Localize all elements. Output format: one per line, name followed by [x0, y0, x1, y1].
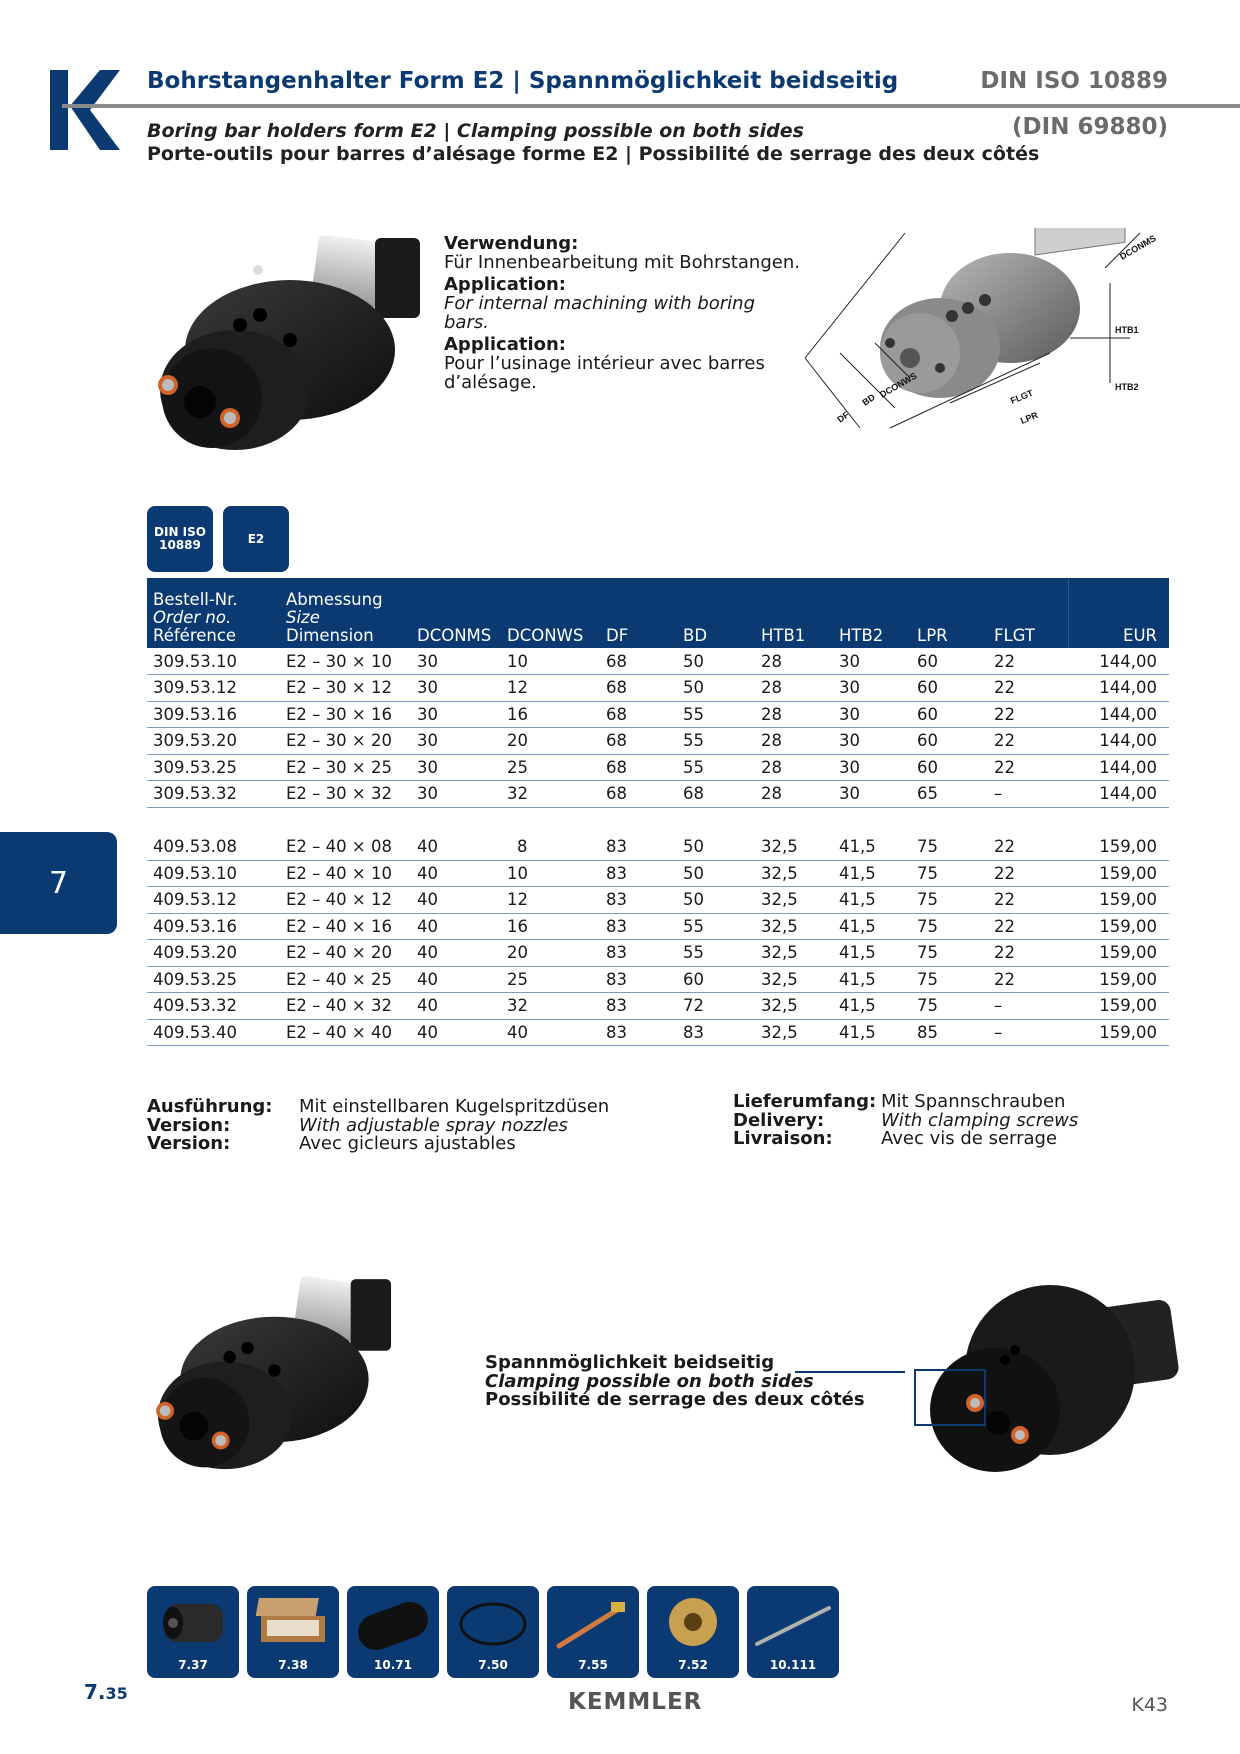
table-row [147, 834, 1169, 861]
cell-dconws: 12 [501, 887, 600, 914]
cell-htb1: 32,5 [755, 860, 833, 887]
delivery-text-en: With clamping screws [881, 1109, 1079, 1131]
accessory-label: 7.55 [578, 1658, 608, 1672]
cell-order-no: 409.53.10 [147, 860, 280, 887]
cell-dconws: 25 [501, 966, 600, 993]
cell-dconms: 30 [411, 648, 501, 675]
cell-dconws: 25 [501, 754, 600, 781]
cell-dconms: 30 [411, 754, 501, 781]
cell-eur: 144,00 [1068, 675, 1169, 702]
cell-df: 83 [600, 834, 677, 861]
cell-bd: 50 [677, 860, 755, 887]
cell-eur: 144,00 [1068, 781, 1169, 808]
cell-htb2: 41,5 [833, 860, 911, 887]
cell-htb2: 41,5 [833, 887, 911, 914]
cell-eur: 144,00 [1068, 648, 1169, 675]
badge-form-label: E2 [247, 531, 265, 546]
cell-dconms: 40 [411, 1019, 501, 1046]
table-row [147, 728, 1169, 755]
cell-dconws: 20 [501, 940, 600, 967]
cell-flgt: 22 [988, 860, 1068, 887]
cell-flgt: 22 [988, 834, 1068, 861]
chapter-tab: 7 [0, 832, 117, 934]
cell-bd: 68 [677, 781, 755, 808]
header-flgt: FLGT [988, 578, 1068, 648]
accessory-7-50[interactable] [447, 1586, 539, 1678]
cell-bd: 55 [677, 728, 755, 755]
cell-order-no: 309.53.16 [147, 701, 280, 728]
cell-dconms: 30 [411, 781, 501, 808]
cell-dconms: 40 [411, 860, 501, 887]
din-standard: DIN ISO 10889 [980, 68, 1168, 94]
drawing-label-dconws: DCONWS [878, 370, 919, 400]
cell-bd: 55 [677, 940, 755, 967]
cell-bd: 60 [677, 966, 755, 993]
technical-drawing [800, 228, 1180, 458]
cell-df: 68 [600, 754, 677, 781]
cell-htb2: 30 [833, 701, 911, 728]
cell-dconms: 30 [411, 701, 501, 728]
table-row [147, 675, 1169, 702]
cell-bd: 55 [677, 701, 755, 728]
accessory-label: 7.37 [178, 1658, 208, 1672]
cell-eur: 159,00 [1068, 913, 1169, 940]
cell-dconms: 40 [411, 913, 501, 940]
accessory-label: 7.38 [278, 1658, 308, 1672]
cell-flgt: 22 [988, 913, 1068, 940]
header-order-fr: Référence [153, 626, 237, 645]
cell-flgt: – [988, 781, 1068, 808]
cell-lpr: 60 [911, 728, 988, 755]
usage-label-fr: Application: [444, 334, 567, 355]
cell-eur: 159,00 [1068, 834, 1169, 861]
cell-size: E2 – 40 × 12 [280, 887, 411, 914]
cell-htb1: 32,5 [755, 1019, 833, 1046]
usage-text-de: Für Innenbearbeitung mit Bohrstangen. [444, 252, 800, 273]
cell-lpr: 60 [911, 754, 988, 781]
accessory-7-55[interactable] [547, 1586, 639, 1678]
cell-flgt: 22 [988, 754, 1068, 781]
clamping-note-en: Clamping possible on both sides [485, 1370, 814, 1392]
table-row [147, 1019, 1169, 1046]
cell-df: 83 [600, 993, 677, 1020]
accessory-label: 10.71 [374, 1658, 412, 1672]
cell-htb1: 28 [755, 754, 833, 781]
cell-order-no: 409.53.40 [147, 1019, 280, 1046]
cell-order-no: 409.53.12 [147, 887, 280, 914]
cell-flgt: 22 [988, 701, 1068, 728]
table-row [147, 993, 1169, 1020]
drawing-label-dconms: DCONMS [1118, 233, 1158, 262]
header-bd: BD [677, 578, 755, 648]
catalog-code: K43 [1131, 1694, 1168, 1716]
cell-htb1: 32,5 [755, 940, 833, 967]
header-size-en: Size [286, 608, 320, 627]
cell-size: E2 – 40 × 10 [280, 860, 411, 887]
cell-dconws: 12 [501, 675, 600, 702]
cell-htb1: 32,5 [755, 966, 833, 993]
cell-lpr: 60 [911, 648, 988, 675]
accessory-10-71[interactable] [347, 1586, 439, 1678]
cell-eur: 159,00 [1068, 1019, 1169, 1046]
cell-dconms: 30 [411, 728, 501, 755]
cell-dconws: 32 [501, 781, 600, 808]
product-table [147, 578, 1169, 1046]
delivery-label-en: Delivery: [733, 1109, 825, 1131]
cell-order-no: 309.53.25 [147, 754, 280, 781]
cell-lpr: 75 [911, 887, 988, 914]
drawing-label-lpr: LPR [1019, 409, 1040, 426]
cell-htb2: 41,5 [833, 966, 911, 993]
cell-df: 68 [600, 728, 677, 755]
cell-eur: 144,00 [1068, 754, 1169, 781]
badge-din-iso [147, 506, 213, 572]
cell-df: 83 [600, 887, 677, 914]
page-title-fr: Porte-outils pour barres d’alésage forme E2 | Possibilité de serrage des deux côtés [147, 143, 1040, 165]
cell-lpr: 75 [911, 834, 988, 861]
cell-size: E2 – 40 × 40 [280, 1019, 411, 1046]
cell-order-no: 409.53.08 [147, 834, 280, 861]
cell-eur: 159,00 [1068, 993, 1169, 1020]
header-dconms: DCONMS [411, 578, 501, 648]
version-label-fr: Version: [147, 1133, 231, 1154]
cell-htb1: 28 [755, 781, 833, 808]
badge-form-e2 [223, 506, 289, 572]
cell-df: 83 [600, 913, 677, 940]
table-header-row [147, 578, 1169, 648]
cell-eur: 144,00 [1068, 728, 1169, 755]
cell-htb2: 41,5 [833, 940, 911, 967]
table-row [147, 940, 1169, 967]
table-row [147, 913, 1169, 940]
cell-htb2: 30 [833, 728, 911, 755]
cell-lpr: 60 [911, 701, 988, 728]
header-lpr: LPR [911, 578, 988, 648]
header-order-no [147, 578, 280, 648]
cell-eur: 144,00 [1068, 701, 1169, 728]
page-number-minor: 35 [105, 1684, 128, 1703]
cell-order-no: 409.53.32 [147, 993, 280, 1020]
clamping-note-de: Spannmöglichkeit beidseitig [485, 1352, 775, 1373]
clamping-note-fr: Possibilité de serrage des deux côtés [485, 1389, 865, 1410]
cell-htb2: 41,5 [833, 834, 911, 861]
accessory-7-38[interactable] [247, 1586, 339, 1678]
header-size-fr: Dimension [286, 626, 374, 645]
table-row [147, 887, 1169, 914]
accessory-7-37[interactable] [147, 1586, 239, 1678]
cell-flgt: – [988, 1019, 1068, 1046]
delivery-text-de: Mit Spannschrauben [881, 1091, 1066, 1112]
cell-flgt: 22 [988, 940, 1068, 967]
cell-eur: 159,00 [1068, 966, 1169, 993]
header-order-de: Bestell-Nr. [153, 590, 238, 609]
cell-df: 83 [600, 1019, 677, 1046]
cell-df: 83 [600, 940, 677, 967]
cell-dconws: 10 [501, 860, 600, 887]
delivery-text-fr: Avec vis de serrage [881, 1128, 1058, 1149]
cell-df: 68 [600, 648, 677, 675]
kemmler-logo-icon [50, 70, 120, 150]
cell-htb2: 41,5 [833, 913, 911, 940]
cell-bd: 50 [677, 675, 755, 702]
cell-size: E2 – 40 × 25 [280, 966, 411, 993]
header-size [280, 578, 411, 648]
version-label-en: Version: [147, 1114, 231, 1136]
cell-dconws: 40 [501, 1019, 600, 1046]
cell-size: E2 – 40 × 32 [280, 993, 411, 1020]
din-standard-old: (DIN 69880) [1012, 114, 1168, 140]
accessory-7-52[interactable] [647, 1586, 739, 1678]
cell-htb1: 32,5 [755, 913, 833, 940]
accessory-label: 10.111 [769, 1658, 817, 1672]
page-number [84, 1680, 128, 1704]
product-photo-left [140, 1270, 400, 1480]
product-photo-right [910, 1275, 1180, 1485]
drawing-label-flgt: FLGT [1009, 387, 1035, 406]
cell-df: 83 [600, 860, 677, 887]
cell-htb1: 28 [755, 675, 833, 702]
cell-size: E2 – 30 × 20 [280, 728, 411, 755]
cell-htb2: 30 [833, 648, 911, 675]
callout-line [795, 1370, 905, 1440]
cell-dconms: 40 [411, 887, 501, 914]
header-df: DF [600, 578, 677, 648]
cell-eur: 159,00 [1068, 887, 1169, 914]
table-gap-row [147, 807, 1169, 834]
accessory-10-111[interactable] [747, 1586, 839, 1678]
cell-dconms: 40 [411, 966, 501, 993]
cell-size: E2 – 30 × 16 [280, 701, 411, 728]
cell-eur: 159,00 [1068, 940, 1169, 967]
cell-lpr: 85 [911, 1019, 988, 1046]
page-title-en: Boring bar holders form E2 | Clamping possible on both sides [147, 120, 804, 142]
brand-name: KEMMLER [568, 1689, 703, 1715]
cell-order-no: 409.53.25 [147, 966, 280, 993]
cell-size: E2 – 30 × 10 [280, 648, 411, 675]
cell-order-no: 309.53.20 [147, 728, 280, 755]
version-text-de: Mit einstellbaren Kugelspritzdüsen [299, 1096, 610, 1117]
table-row [147, 754, 1169, 781]
cell-htb1: 28 [755, 648, 833, 675]
cell-dconms: 40 [411, 993, 501, 1020]
cell-size: E2 – 40 × 16 [280, 913, 411, 940]
cell-size: E2 – 30 × 25 [280, 754, 411, 781]
cell-dconws: 16 [501, 701, 600, 728]
cell-dconws: 8 [501, 834, 600, 861]
cell-htb1: 28 [755, 728, 833, 755]
cell-htb2: 30 [833, 675, 911, 702]
version-text-fr: Avec gicleurs ajustables [299, 1133, 516, 1154]
drawing-label-htb1: HTB1 [1115, 325, 1139, 335]
cell-size: E2 – 30 × 32 [280, 781, 411, 808]
version-label-de: Ausführung: [147, 1096, 273, 1117]
cell-htb2: 30 [833, 754, 911, 781]
cell-lpr: 75 [911, 993, 988, 1020]
table-row [147, 648, 1169, 675]
delivery-block [733, 1093, 1078, 1149]
table-row [147, 701, 1169, 728]
cell-lpr: 75 [911, 940, 988, 967]
header-rule [62, 104, 1240, 108]
cell-dconms: 30 [411, 675, 501, 702]
cell-lpr: 75 [911, 913, 988, 940]
version-text-en: With adjustable spray nozzles [299, 1114, 568, 1136]
accessory-label: 7.52 [678, 1658, 708, 1672]
cell-eur: 159,00 [1068, 860, 1169, 887]
cell-bd: 83 [677, 1019, 755, 1046]
cell-df: 68 [600, 781, 677, 808]
delivery-label-de: Lieferumfang: [733, 1091, 877, 1112]
cell-dconws: 16 [501, 913, 600, 940]
cell-order-no: 309.53.10 [147, 648, 280, 675]
cell-htb1: 28 [755, 701, 833, 728]
cell-lpr: 75 [911, 860, 988, 887]
cell-flgt: 22 [988, 728, 1068, 755]
cell-bd: 55 [677, 913, 755, 940]
cell-bd: 55 [677, 754, 755, 781]
cell-bd: 72 [677, 993, 755, 1020]
cell-htb1: 32,5 [755, 834, 833, 861]
product-photo-front [140, 230, 430, 460]
cell-lpr: 65 [911, 781, 988, 808]
table-row [147, 781, 1169, 808]
header-order-en: Order no. [153, 608, 232, 627]
cell-dconws: 10 [501, 648, 600, 675]
cell-htb2: 41,5 [833, 1019, 911, 1046]
usage-text-fr: Pour l’usinage intérieur avec barres d’alésage. [444, 353, 765, 393]
cell-order-no: 309.53.12 [147, 675, 280, 702]
cell-flgt: – [988, 993, 1068, 1020]
header-dconws: DCONWS [501, 578, 600, 648]
cell-htb1: 32,5 [755, 993, 833, 1020]
cell-size: E2 – 40 × 20 [280, 940, 411, 967]
cell-df: 68 [600, 701, 677, 728]
header-size-de: Abmessung [286, 590, 383, 609]
page-title-de: Bohrstangenhalter Form E2 | Spannmöglichkeit beidseitig [147, 68, 899, 94]
cell-flgt: 22 [988, 675, 1068, 702]
usage-label-de: Verwendung: [444, 233, 579, 254]
cell-bd: 50 [677, 834, 755, 861]
cell-bd: 50 [677, 887, 755, 914]
header-htb2: HTB2 [833, 578, 911, 648]
cell-size: E2 – 30 × 12 [280, 675, 411, 702]
cell-htb1: 32,5 [755, 887, 833, 914]
cell-size: E2 – 40 × 08 [280, 834, 411, 861]
cell-dconms: 40 [411, 834, 501, 861]
cell-df: 68 [600, 675, 677, 702]
table-row [147, 966, 1169, 993]
version-block [147, 1098, 609, 1154]
cell-dconms: 40 [411, 940, 501, 967]
cell-order-no: 409.53.20 [147, 940, 280, 967]
cell-df: 83 [600, 966, 677, 993]
cell-order-no: 409.53.16 [147, 913, 280, 940]
cell-dconws: 32 [501, 993, 600, 1020]
cell-htb2: 41,5 [833, 993, 911, 1020]
cell-lpr: 60 [911, 675, 988, 702]
accessory-label: 7.50 [478, 1658, 508, 1672]
cell-bd: 50 [677, 648, 755, 675]
cell-htb2: 30 [833, 781, 911, 808]
cell-lpr: 75 [911, 966, 988, 993]
drawing-label-df: DF [835, 409, 851, 425]
header-eur: EUR [1068, 578, 1169, 648]
badge-din-line1: DIN ISO [154, 525, 206, 539]
drawing-label-bd: BD [860, 391, 877, 408]
table-row [147, 860, 1169, 887]
table-gap-cell [147, 807, 1169, 834]
cell-flgt: 22 [988, 648, 1068, 675]
cell-dconws: 20 [501, 728, 600, 755]
badge-din-line2: 10889 [159, 538, 201, 552]
usage-text-en: For internal machining with boring bars. [444, 293, 756, 333]
delivery-label-fr: Livraison: [733, 1128, 833, 1149]
page-number-major: 7. [84, 1680, 106, 1704]
cell-flgt: 22 [988, 887, 1068, 914]
drawing-label-htb2: HTB2 [1115, 382, 1139, 392]
cell-flgt: 22 [988, 966, 1068, 993]
header-htb1: HTB1 [755, 578, 833, 648]
cell-order-no: 309.53.32 [147, 781, 280, 808]
usage-label-en: Application: [444, 274, 567, 295]
